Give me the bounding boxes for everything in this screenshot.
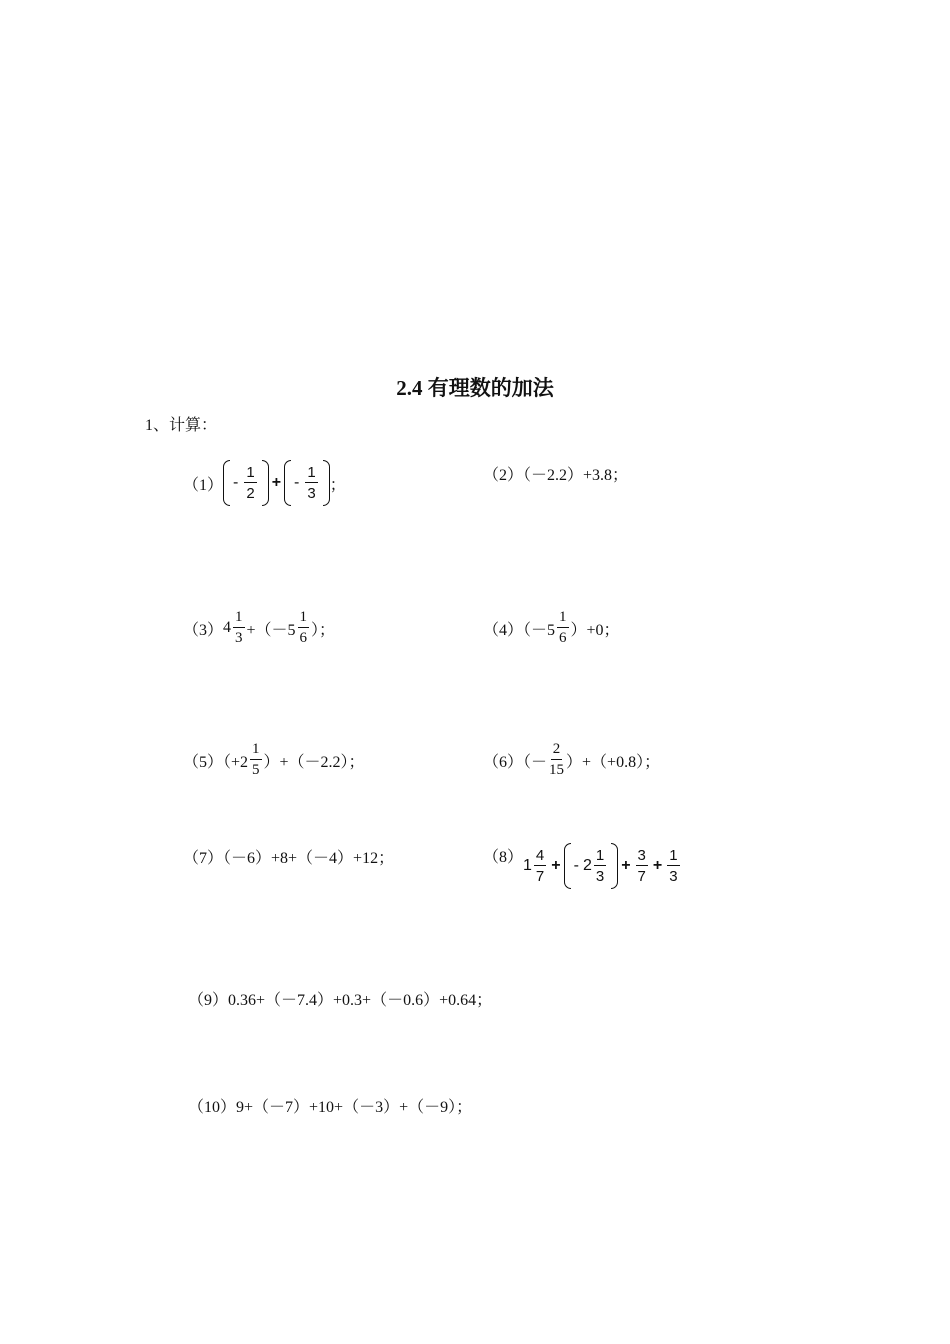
right-paren <box>611 843 618 889</box>
numerator: 2 <box>551 742 563 760</box>
problem-text: （7）（－6）+8+（－4）+12； <box>183 849 395 867</box>
expression-end: ）+（+0.8）； <box>566 753 661 771</box>
plus-sign: + <box>271 474 282 491</box>
minus-sign: - <box>294 474 300 491</box>
whole-number: 4 <box>223 619 232 636</box>
fraction <box>305 465 317 501</box>
numerator: 1 <box>307 464 316 481</box>
denominator: 3 <box>669 868 678 885</box>
expression-end: ）+（－2.2）； <box>263 753 365 771</box>
problem-6 <box>483 732 660 788</box>
problem-8 <box>483 838 682 894</box>
minus-sign: - <box>233 474 239 491</box>
fraction <box>233 610 245 646</box>
denominator: 5 <box>252 762 260 778</box>
denominator: 2 <box>246 485 255 502</box>
fraction <box>244 465 256 501</box>
minus-sign: - <box>573 857 579 874</box>
problem-number: （1） <box>183 476 224 494</box>
fraction <box>549 742 564 778</box>
numerator: 1 <box>595 847 605 864</box>
expression-middle: +（－5 <box>246 621 296 639</box>
numerator: 3 <box>637 847 646 864</box>
problem-number: （8） <box>483 848 524 866</box>
fraction <box>557 610 569 646</box>
expression-start: （6）（－ <box>483 753 548 771</box>
problem-7 <box>183 828 394 884</box>
numerator: 1 <box>557 610 569 628</box>
problem-text: （2）（－2.2）+3.8； <box>483 466 629 484</box>
fraction <box>667 848 679 884</box>
denominator: 6 <box>299 630 308 646</box>
numerator: 1 <box>233 610 245 628</box>
numerator: 1 <box>669 847 678 864</box>
expression-end: ）； <box>311 621 336 639</box>
whole-number: 1 <box>523 857 532 874</box>
denominator: 3 <box>235 630 243 646</box>
expression-start: （4）（－5 <box>483 621 556 639</box>
numerator: 1 <box>250 742 262 760</box>
right-paren <box>262 460 269 506</box>
fraction <box>594 848 606 884</box>
problem-5 <box>183 732 365 788</box>
problem-number: （3） <box>183 621 224 639</box>
problem-9 <box>188 970 492 1026</box>
problem-text: （10）9+（－7）+10+（－3）+（－9）； <box>188 1098 473 1116</box>
numerator: 1 <box>246 464 255 481</box>
fraction <box>636 848 648 884</box>
plus-sign: + <box>652 857 663 874</box>
left-paren <box>223 460 230 506</box>
plus-sign: + <box>551 857 561 874</box>
plus-sign: + <box>621 857 631 874</box>
problem-10 <box>188 1077 472 1133</box>
denominator: 15 <box>549 762 565 778</box>
whole-number: 2 <box>582 857 592 874</box>
problem-text: （9）0.36+（－7.4）+0.3+（－0.6）+0.64； <box>188 991 493 1009</box>
denominator: 7 <box>535 868 545 885</box>
problem-3 <box>183 600 335 656</box>
denominator: 7 <box>637 868 646 885</box>
right-paren <box>323 460 330 506</box>
denominator: 3 <box>595 868 605 885</box>
fraction <box>298 610 310 646</box>
problem-4 <box>483 600 620 656</box>
denominator: 6 <box>559 630 567 646</box>
denominator: 3 <box>307 485 316 502</box>
expression-end: ）+0； <box>570 621 620 639</box>
section-heading: 1、计算： <box>145 417 218 434</box>
fraction <box>250 742 262 778</box>
numerator: 4 <box>535 847 545 864</box>
expression-start: （5）（+2 <box>183 753 249 771</box>
page-title: 2.4 有理数的加法 <box>396 376 554 400</box>
fraction <box>534 848 546 884</box>
problem-1 <box>183 455 346 511</box>
semicolon: ； <box>329 476 346 494</box>
numerator: 1 <box>298 610 310 628</box>
problem-2 <box>483 445 628 501</box>
left-paren <box>284 460 291 506</box>
left-paren <box>564 843 571 889</box>
